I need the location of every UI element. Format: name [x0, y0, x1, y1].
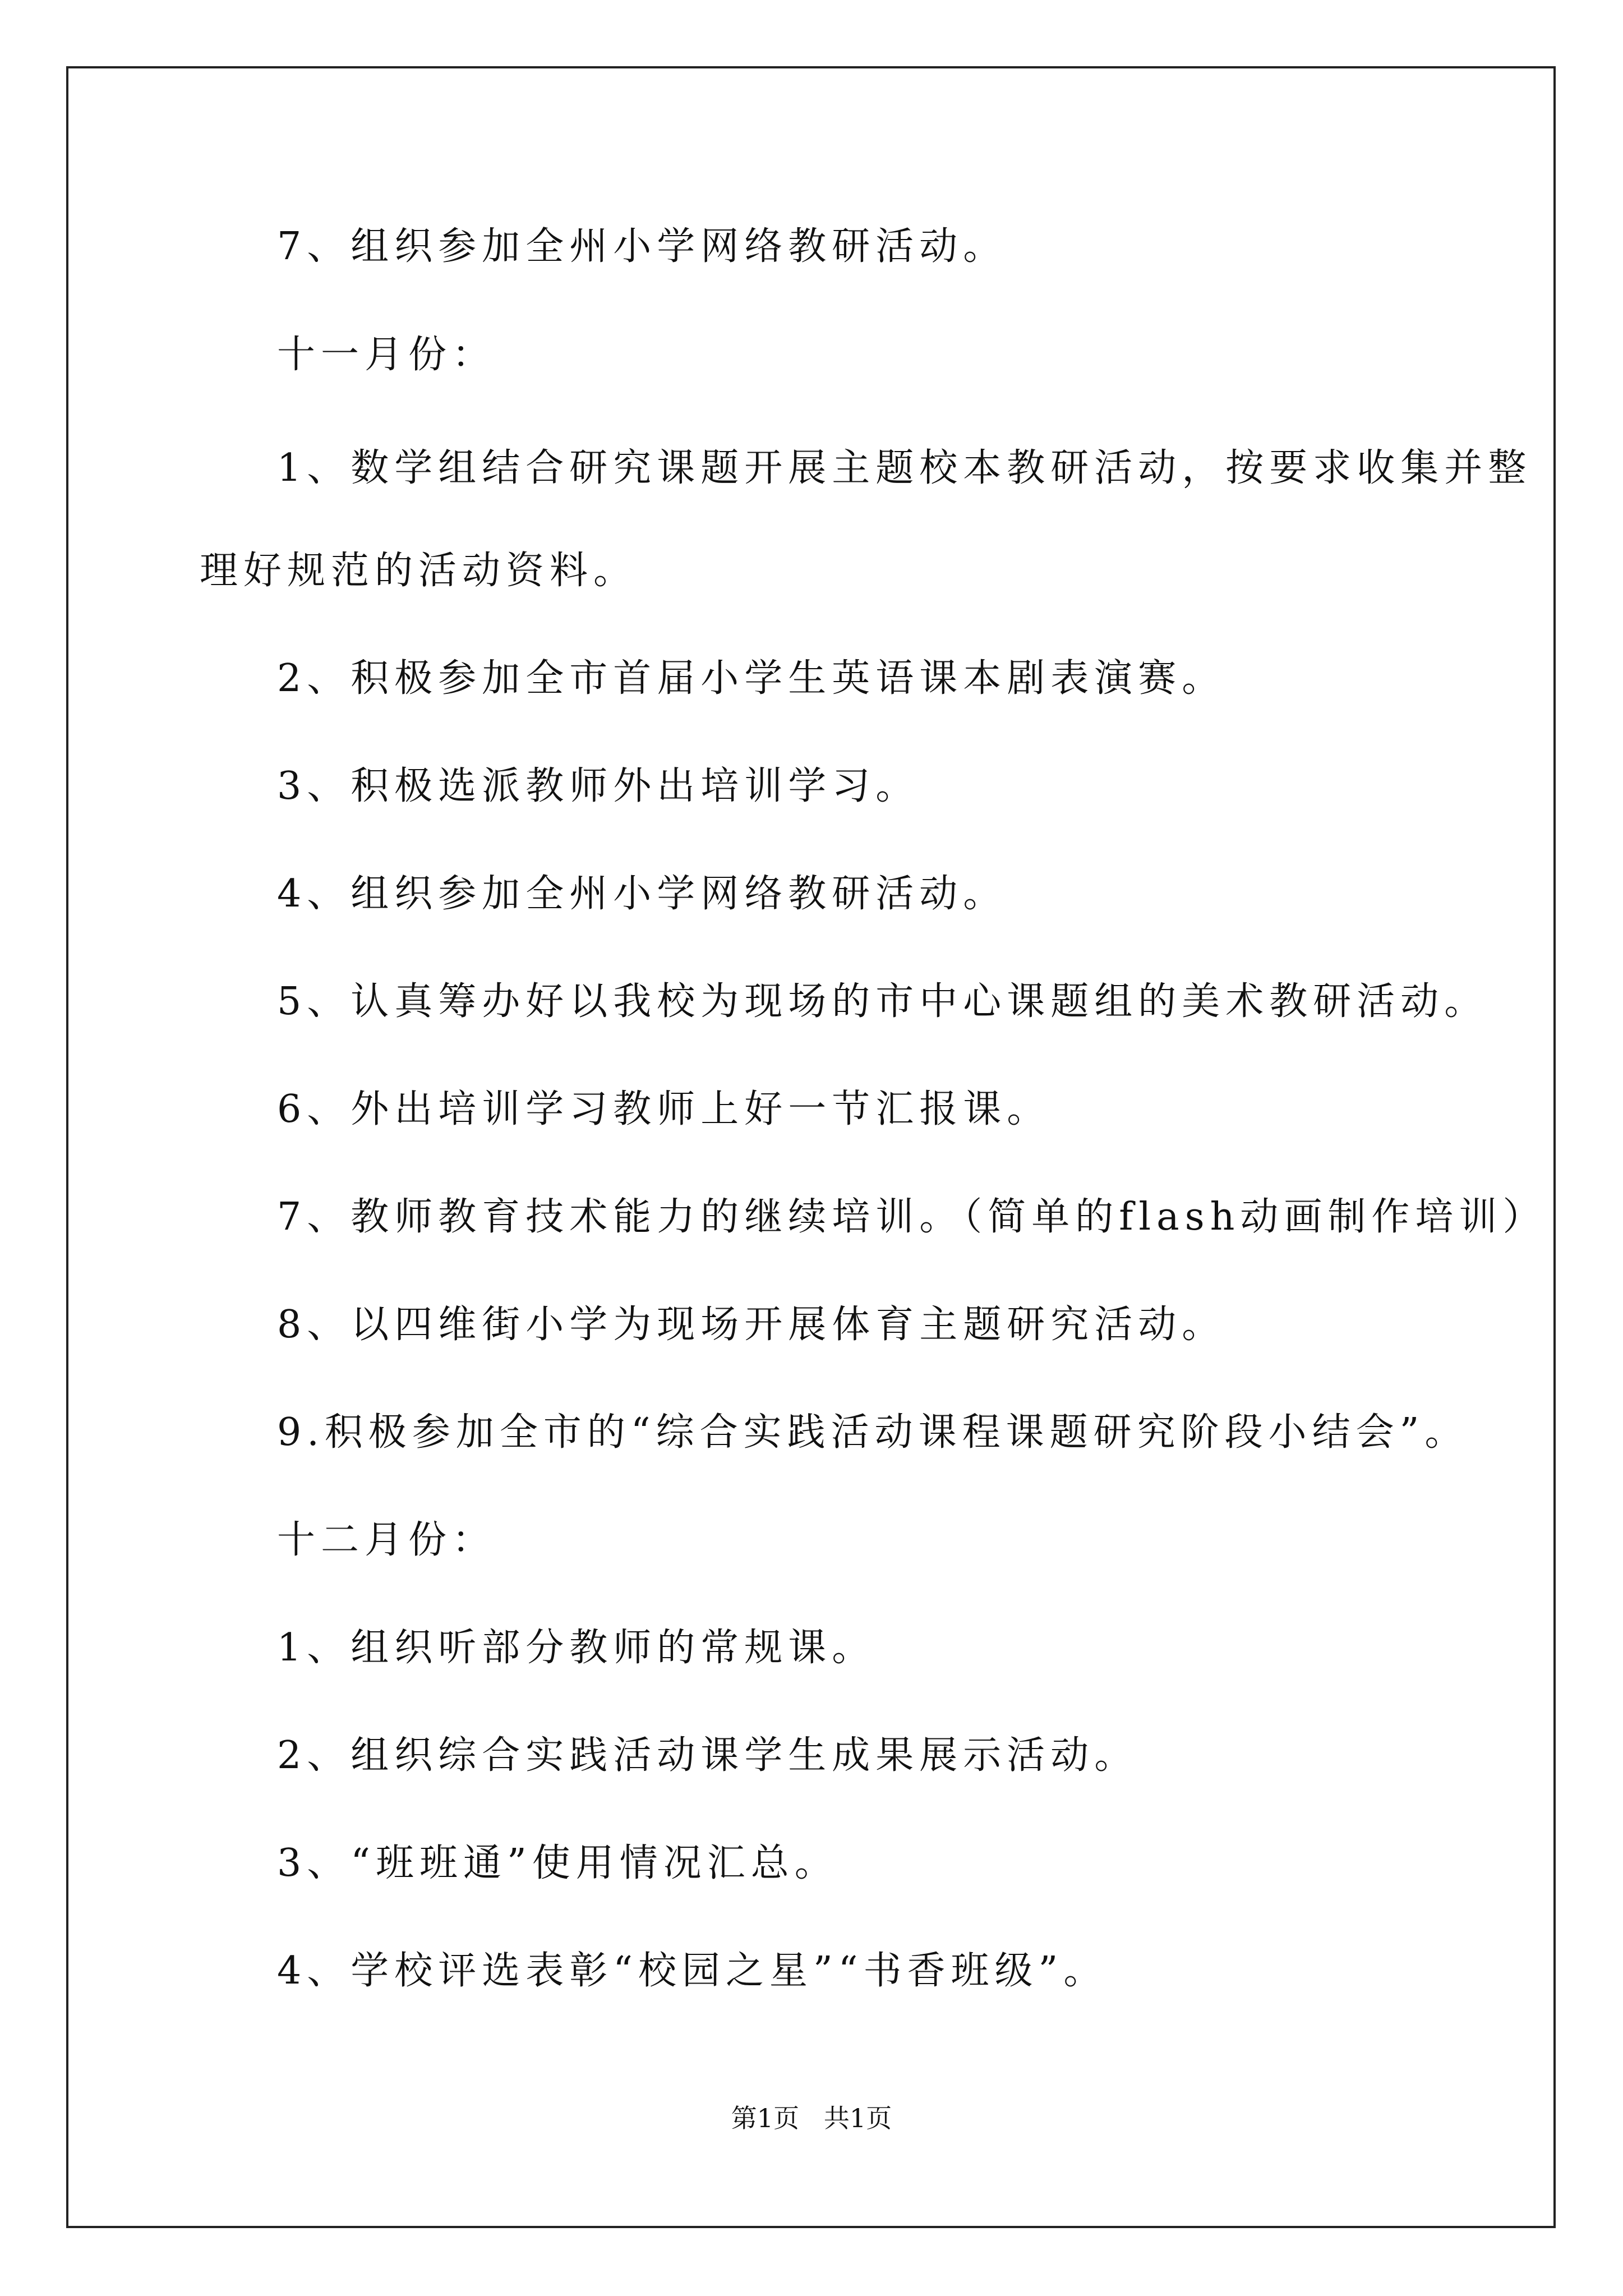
- paragraph-nov-item-3: 3、积极选派教师外出培训学习。: [277, 764, 920, 808]
- paragraph-dec-item-3: 3、“班班通”使用情况汇总。: [277, 1841, 838, 1885]
- paragraph-dec-item-2: 2、组织综合实践活动课学生成果展示活动。: [277, 1733, 1138, 1778]
- paragraph-nov-item-9: 9.积极参加全市的“综合实践活动课程课题研究阶段小结会”。: [277, 1410, 1469, 1455]
- paragraph-nov-item-7: 7、教师教育技术能力的继续培训。（简单的flash动画制作培训）: [277, 1195, 1547, 1239]
- paragraph-nov-item-1-cont: 理好规范的活动资料。: [200, 549, 638, 593]
- page-border: [66, 66, 1556, 2228]
- page-number-footer: 第1页 共1页: [731, 2103, 892, 2133]
- paragraph-nov-item-1: 1、数学组结合研究课题开展主题校本教研活动，按要求收集并整: [277, 446, 1532, 490]
- heading-december: 十二月份：: [277, 1518, 496, 1562]
- paragraph-nov-item-5: 5、认真筹办好以我校为现场的市中心课题组的美术教研活动。: [277, 979, 1488, 1024]
- paragraph-oct-item-7: 7、组织参加全州小学网络教研活动。: [277, 224, 1007, 269]
- heading-november: 十一月份：: [277, 333, 496, 377]
- paragraph-nov-item-2: 2、积极参加全市首届小学生英语课本剧表演赛。: [277, 656, 1226, 701]
- paragraph-dec-item-1: 1、组织听部分教师的常规课。: [277, 1626, 876, 1670]
- paragraph-nov-item-8: 8、以四维街小学为现场开展体育主题研究活动。: [277, 1303, 1226, 1347]
- paragraph-nov-item-6: 6、外出培训学习教师上好一节汇报课。: [277, 1087, 1051, 1131]
- paragraph-nov-item-4: 4、组织参加全州小学网络教研活动。: [277, 872, 1007, 916]
- paragraph-dec-item-4: 4、学校评选表彰“校园之星”“书香班级”。: [277, 1949, 1108, 1993]
